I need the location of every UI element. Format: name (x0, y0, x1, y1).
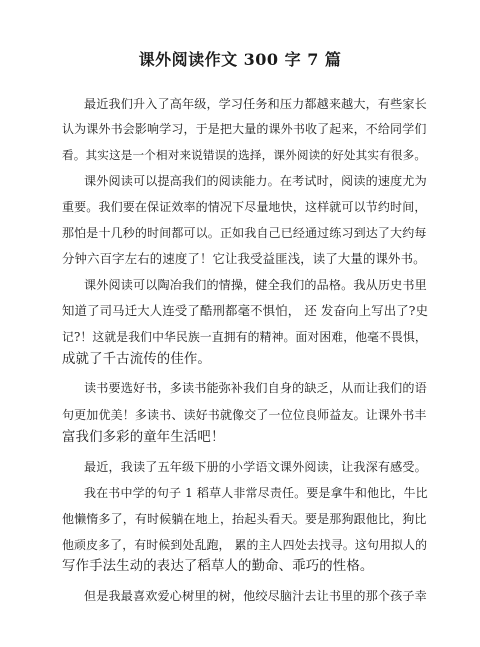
text-line: 我在书中学的句子 1 稻草人非常尽责任。要是拿牛和他比，牛比 (84, 486, 428, 500)
text-line: 成就了千古流传的佳作。 (62, 352, 211, 367)
text-line: 那怕是十几秒的时间都可以。正如我自己已经通过练习到达了大约每 (62, 226, 427, 240)
text-line: 重要。我们要在保证效率的情况下尽量地快，这样就可以节约时间， (62, 200, 427, 214)
text-line: 看。其实这是一个相对来说错误的选择，课外阅读的好处其实有很多。 (62, 148, 427, 162)
text-line: 富我们多彩的童年生活吧！ (62, 430, 225, 445)
text-line: 读书要选好书，多读书能弥补我们自身的缺乏，从而让我们的语 (84, 381, 427, 395)
page-title: 课外阅读作文 300 字 7 篇 (138, 50, 342, 69)
text-line: 记?！这就是我们中华民族一直拥有的精神。面对困难，他毫不畏惧， (62, 330, 427, 344)
text-line: 最近，我读了五年级下册的小学语文课外阅读，让我深有感受。 (84, 460, 427, 474)
text-line: 课外阅读可以陶冶我们的情操，健全我们的品格。我从历史书里 (84, 278, 427, 292)
text-line: 写作手法生动的表达了稻草人的勤命、乖巧的性格。 (62, 559, 374, 574)
text-line: 最近我们升入了高年级，学习任务和压力都越来越大，有些家长 (84, 97, 427, 111)
text-line: 知道了司马迁大人连受了酷刑都毫不惧怕， 还 发奋向上写出了?史 (62, 303, 429, 318)
text-line: 他懒惰多了，有时候躺在地上，抬起头看天。要是那狗跟他比，狗比 (62, 512, 427, 526)
text-line: 认为课外书会影响学习，于是把大量的课外书收了起来，不给同学们 (62, 122, 427, 136)
text-line: 课外阅读可以提高我们的阅读能力。在考试时，阅读的速度尤为 (84, 174, 427, 188)
text-line: 句更加优美！多读书、读好书就像交了一位位良师益友。让课外书丰 (62, 408, 427, 422)
text-line: 分钟六百字左右的速度了！它让我受益匪浅，读了大量的课外书。 (62, 251, 426, 266)
text-line: 但是我最喜欢爱心树里的树，他绞尽脑汁去让书里的那个孩子幸 (84, 589, 427, 603)
text-line: 他顽皮多了，有时候到处乱跑， 累的主人四处去找寻。这句用拟人的 (62, 538, 428, 552)
